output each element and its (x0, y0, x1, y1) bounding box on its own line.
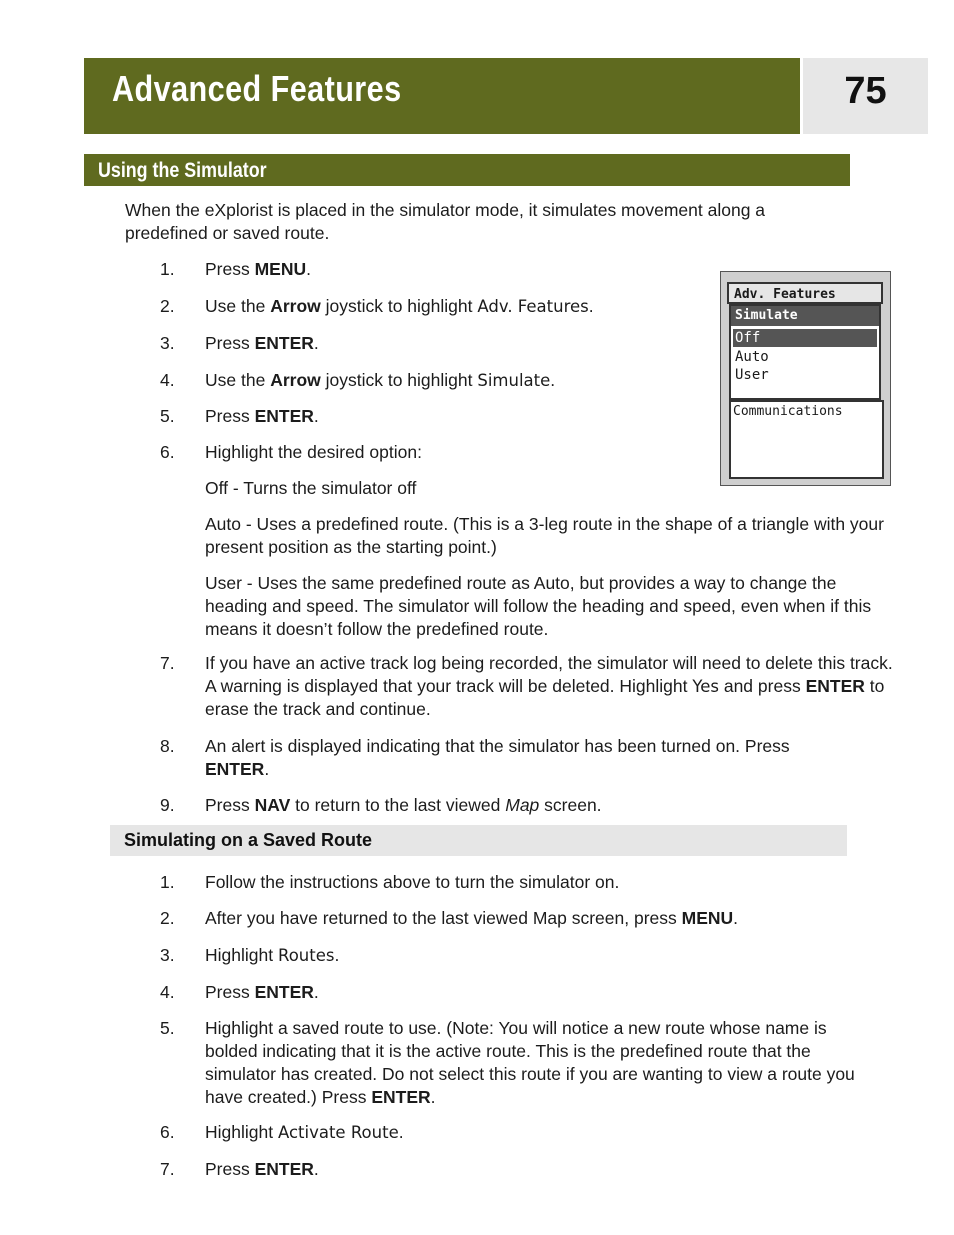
chapter-title: Advanced Features (112, 68, 402, 109)
intro-paragraph: When the eXplorist is placed in the simulator mode, it simulates movement along a predefined or saved route. (125, 200, 766, 243)
device-menu-lower (729, 400, 884, 479)
option-off: Off - Turns the simulator off (205, 478, 417, 498)
device-option-off: Off (733, 329, 877, 347)
page-number-box (803, 58, 928, 134)
device-option-auto: Auto (735, 349, 769, 365)
device-option-user: User (735, 367, 769, 383)
device-menu-item-communications: Communications (733, 404, 843, 419)
section-title: Using the Simulator (98, 159, 267, 182)
subsection-title: Simulating on a Saved Route (124, 830, 373, 850)
subsection-header (110, 825, 847, 856)
device-screenshot (720, 271, 891, 486)
device-submenu (729, 304, 881, 400)
page-number: 75 (844, 70, 887, 112)
section-header (84, 154, 850, 186)
option-auto: Auto - Uses a predefined route. (This is a 3-leg route in the shape of a triangle with your present position as the starting point.) (205, 514, 884, 557)
device-menu-item-simulate: Simulate (731, 306, 879, 326)
chapter-header (84, 58, 800, 134)
option-user: User - Uses the same predefined route as Auto, but provides a way to change the heading and speed. The simulator will follow the heading and speed, even when if this means it doesn’t follow the predefined route. (205, 573, 872, 639)
device-title: Adv. Features (727, 282, 883, 304)
